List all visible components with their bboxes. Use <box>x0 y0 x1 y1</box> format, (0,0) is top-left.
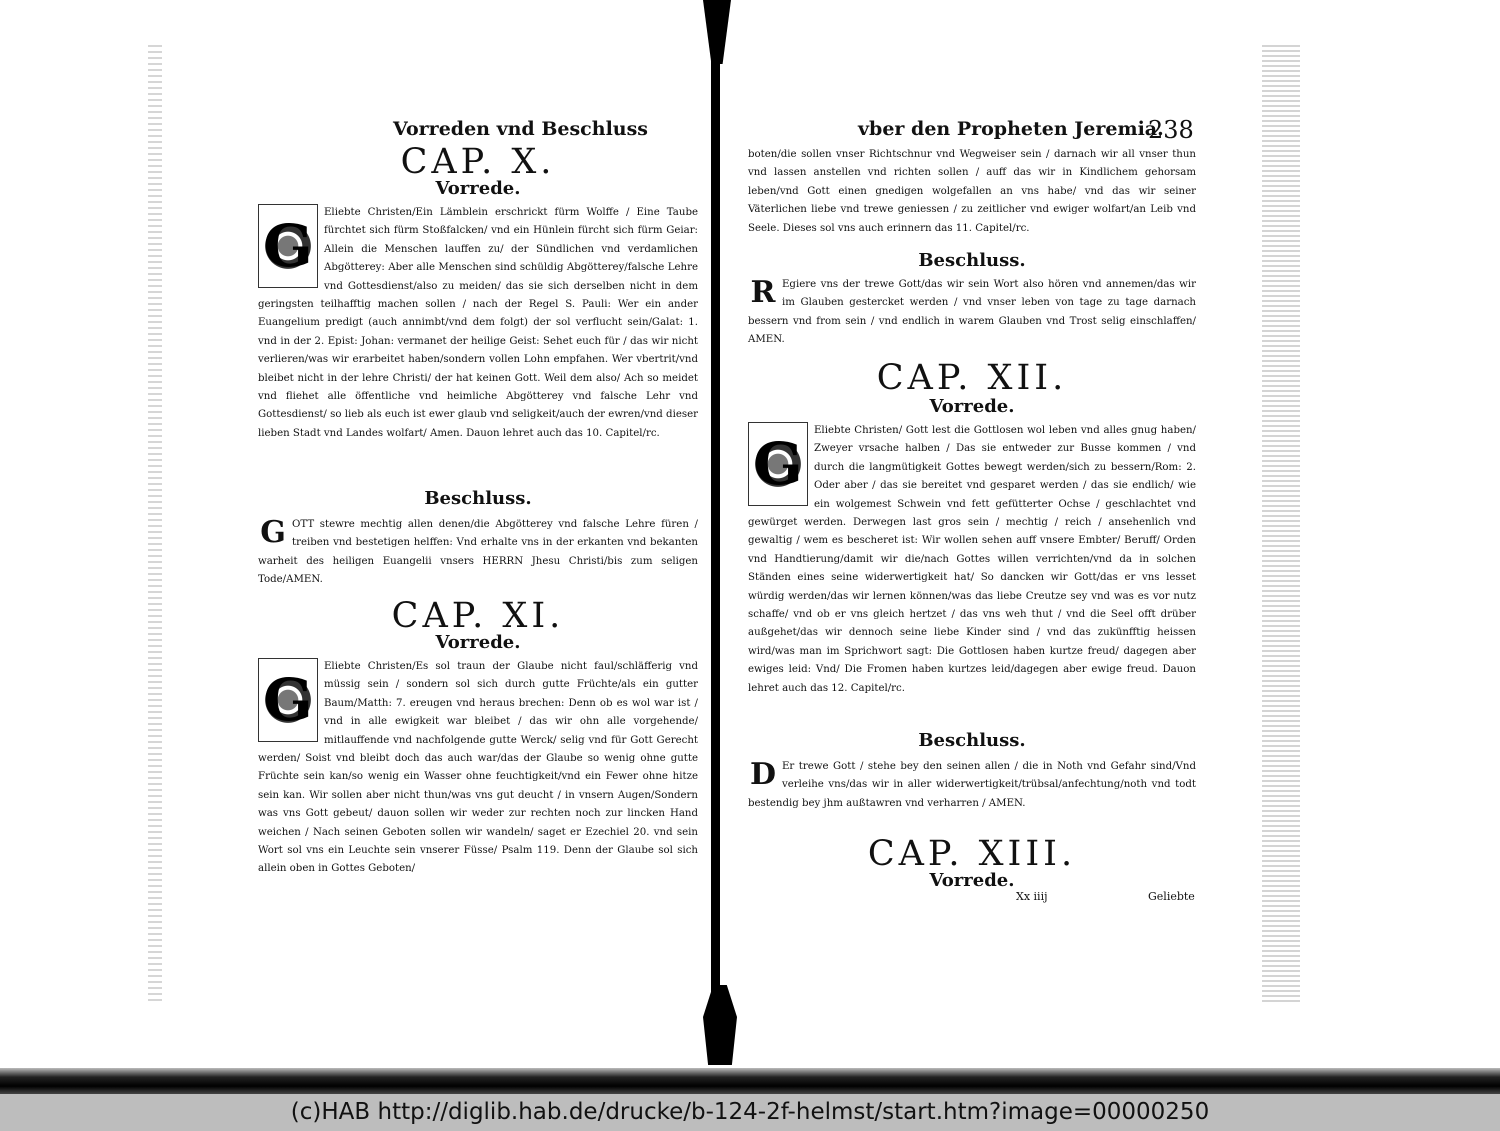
preface-label-xi: Vorrede. <box>435 632 521 653</box>
decorated-initial-g: G <box>258 204 318 288</box>
conclusion-text-xi <box>748 276 1196 350</box>
initial-g-small: G <box>260 515 286 550</box>
initial-d-small: D <box>749 757 776 792</box>
page-number: 238 <box>1148 116 1194 144</box>
preface-label-xii: Vorrede. <box>929 396 1015 417</box>
conclusion-label-xii: Beschluss. <box>918 730 1026 751</box>
chapter-heading-xii: CAP. XII. <box>876 358 1068 398</box>
conclusion-paragraph-x: OTT stewre mechtig allen denen/die Abgötterey vnd falsche Lehre füren / treiben vnd bestetigen helffen: Vnd erhalte vns in der erkanten vnd bekanten warheit des heiligen Euangelii vnsers HERRN Jhesu Christi/bis zum seligen Tode/AMEN. <box>258 519 698 586</box>
signature-mark: Xx iiij <box>1016 890 1048 903</box>
preface-paragraph-x: Eliebte Christen/Ein Lämblein erschrickt fürm Wolffe / Eine Taube fürchtet sich fürm Stoßfalcken/ vnd ein Hünlein fürcht sich fürm Geiar: Allein die Menschen lauffen zu/ der Sündlichen vnd verdamlichen Abgötterey: Aber alle Menschen sind schüldig Abgötterey/falsche Lehre vnd Gottesdienst/also zu meiden/ das sie sich derselben nicht in dem geringsten teilhafftig machen sollen / nach der Regel S. Pauli: Wer ein ander Euangelium predigt (auch annimbt/vnd dem folgt) der sol verflucht sein/Galat: 1. vnd in der 2. Epist: Johan: vermanet der heilige Geist: Sehet euch für / das wir nicht verlieren/was wir erarbeitet haben/sondern vollen Lohn empfahen. Wer vbertrit/vnd bleibet nicht in der lehre Christi/ der hat keinen Gott. Weil dem also/ Ach so meidet vnd fliehet alle öffentliche vnd heimliche Abgötterey vnd falsche Lehr vnd Gottesdienst/ so lieb als euch ist ewer glaub vnd seligkeit/auch der ewren/vnd dieser lieben Stadt vnd Landes wolfart/ Amen. Dauon lehret auch das 10. Capitel/rc. <box>258 207 698 439</box>
preface-paragraph-xii: Eliebte Christen/ Gott lest die Gottlosen wol leben vnd alles gnug haben/ Zweyer vrsache halben / Das sie entweder zur Busse kommen / vnd durch die langmütigkeit Gottes bewegt werden/sich zu bessern/Rom: 2. Oder aber / das sie bereitet vnd gesparet werden / das sie endlich/ wie ein wolgemest Schwein vnd fett gefütterter Ochse / geschlachtet vnd gewürget werden. Derwegen last gros sein / mechtig / reich / ansehenlich vnd gewaltig / wem es bescheret ist: Wir wollen sehen auff vnsere Embter/ Beruff/ Orden vnd Handtierung/damit wir die/nach Gottes willen verrichten/vnd da in solchen Ständen eines seine widerwertigkeit hat/ So dancken wir Gott/das er vns lesset würdig werden/das wir lernen können/was das liebe Creutze sey vnd was es vor nutz schaffe/ vnd ob er vns gleich hertzet / das vns weh thut / vnd die Seel offt drüber außgehet/das wir dennoch seine liebe Kinder sind / vnd das zukünfftig heissen wird/was man im Sprichwort sagt: Die Gottlosen haben kurtze freud/ dagegen aber ewiges leid: Vnd/ Die Fromen haben kurtzes leid/dagegen aber ewige freud. Dauon lehret auch das 12. Capitel/rc. <box>748 425 1196 694</box>
chapter-heading-xiii: CAP. XIII. <box>867 834 1077 874</box>
initial-r-small: R <box>750 275 776 310</box>
continuation-text <box>748 146 1196 238</box>
preface-text-xii <box>748 422 1196 698</box>
conclusion-label-xi: Beschluss. <box>918 250 1026 271</box>
preface-label-xiii: Vorrede. <box>929 870 1015 891</box>
conclusion-paragraph-xii: Er trewe Gott / stehe bey den seinen allen / die in Noth vnd Gefahr sind/Vnd verleihe vns/das wir in aller widerwertigkeit/trübsal/anfechtung/noth vnd todt bestendig bey jhm außtawren vnd verharren / AMEN. <box>748 761 1196 809</box>
conclusion-text-xii <box>748 758 1196 813</box>
preface-label-x: Vorrede. <box>435 178 521 199</box>
preface-paragraph-xi: Eliebte Christen/Es sol traun der Glaube nicht faul/schläfferig vnd müssig sein / sondern sol sich durch gutte Früchte/als ein gutter Baum/Matth: 7. ereugen vnd heraus brechen: Denn ob es wol war ist / vnd in alle ewigkeit war bleibet / das wir ohn alle vorgehende/ mitlauffende vnd nachfolgende gutte Werck/ selig vnd für Gott Gerecht werden/ Soist vnd bleibt doch das auch war/das der Glaube so wenig ohne gutte Früchte sein kan/so wenig ein Wasser ohne feuchtigkeit/vnd ein Fewer ohne hitze sein kan. Wir sollen aber nicht thun/was vns gut deucht / in vnsern Augen/Sondern was vns Gott gebeut/ dauon sollen wir weder zur rechten noch zur lincken Hand weichen / Nach seinen Geboten sollen wir wandeln/ saget er Ezechiel 20. vnd sein Wort sol vns ein Leuchte sein vnserer Füsse/ Psalm 119. Denn der Glaube sol sich allein oben in Gottes Geboten/ <box>258 661 698 875</box>
decorated-initial-g-2: G <box>258 658 318 742</box>
book-spine <box>711 58 720 998</box>
continuation-paragraph: boten/die sollen vnser Richtschnur vnd Wegweiser sein / darnach wir all vnser thun vnd lassen anstellen vnd richten sollen / auff das wir in Kindlichem gehorsam leben/vnd Gott einen gnedigen wolgefallen an vns habe/ vnd das wir seiner Väterlichen liebe vnd trewe geniessen / zu zeitlicher vnd ewiger wolfart/an Leib vnd Seele. Dieses sol vns auch erinnern das 11. Capitel/rc. <box>748 149 1196 234</box>
scan-bottom-edge <box>0 1068 1500 1094</box>
chapter-heading-x: CAP. X. <box>400 142 556 182</box>
running-head-left: Vorreden vnd Beschluss <box>393 118 648 140</box>
chapter-heading-xi: CAP. XI. <box>391 596 565 636</box>
left-page-edge <box>148 45 162 1005</box>
conclusion-text-x <box>258 516 698 590</box>
catchword: Geliebte <box>1148 890 1195 903</box>
conclusion-label-x: Beschluss. <box>424 488 532 509</box>
preface-text-xi <box>258 658 698 879</box>
running-head-right: vber den Propheten Jeremia. <box>858 118 1164 140</box>
right-page-edge <box>1262 45 1300 1005</box>
copyright-footer: (c)HAB http://diglib.hab.de/drucke/b-124-2f-helmst/start.htm?image=00000250 <box>0 1094 1500 1131</box>
conclusion-paragraph-xi: Egiere vns der trewe Gott/das wir sein Wort also hören vnd annemen/das wir im Glauben gestercket werden / vnd vnser leben von tage zu tage darnach bessern vnd from sein / vnd endlich in warem Glauben vnd Trost selig einschlaffen/ AMEN. <box>748 279 1196 346</box>
decorated-initial-g-3: G <box>748 422 808 506</box>
preface-text-x <box>258 204 698 443</box>
